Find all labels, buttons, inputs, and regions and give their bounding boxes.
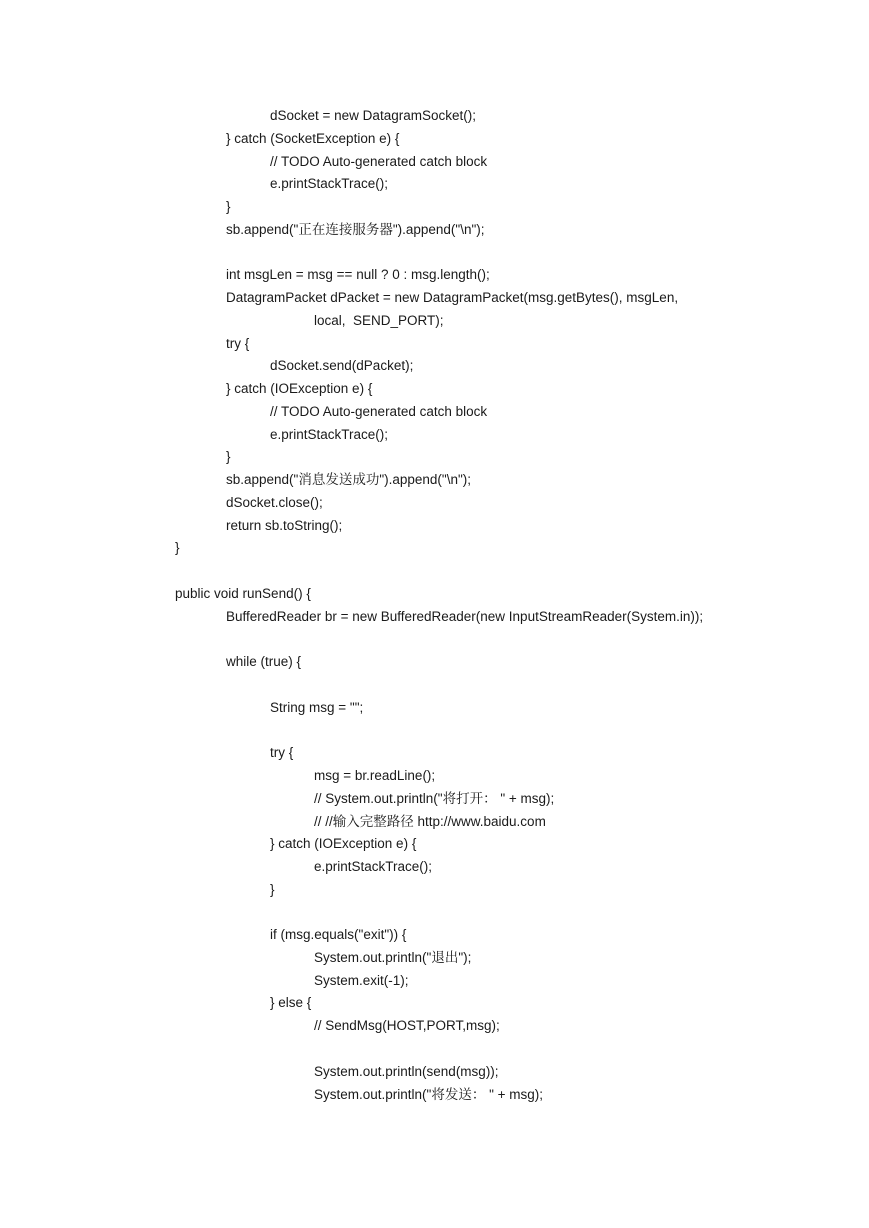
code-line: } catch (IOException e) { bbox=[226, 381, 373, 396]
code-line: } bbox=[270, 882, 275, 897]
code-line: dSocket.send(dPacket); bbox=[270, 358, 414, 373]
code-comment: // SendMsg(HOST,PORT,msg); bbox=[314, 1018, 500, 1033]
code-line: System.out.println(send(msg)); bbox=[314, 1064, 499, 1079]
code-line: try { bbox=[226, 336, 250, 351]
code-line: } bbox=[226, 199, 231, 214]
code-line: msg = br.readLine(); bbox=[314, 768, 436, 783]
code-comment: // TODO Auto-generated catch block bbox=[270, 154, 488, 169]
code-line: } bbox=[175, 540, 180, 555]
code-line: while (true) { bbox=[226, 654, 302, 669]
code-line: } catch (IOException e) { bbox=[270, 836, 417, 851]
code-line: e.printStackTrace(); bbox=[270, 427, 389, 442]
code-comment: // TODO Auto-generated catch block bbox=[270, 404, 488, 419]
code-line: try { bbox=[270, 745, 294, 760]
code-line: local, SEND_PORT); bbox=[314, 313, 444, 328]
code-line: } bbox=[226, 449, 231, 464]
code-comment: // System.out.println("将打开： " + msg); bbox=[314, 791, 555, 806]
code-line: System.out.println("退出"); bbox=[314, 950, 472, 965]
code-line: e.printStackTrace(); bbox=[314, 859, 433, 874]
code-comment: // //输入完整路径 http://www.baidu.com bbox=[314, 814, 546, 829]
code-line: DatagramPacket dPacket = new DatagramPacket(msg.getBytes(), msgLen, bbox=[226, 290, 679, 305]
code-line: } else { bbox=[270, 995, 312, 1010]
code-line: String msg = ""; bbox=[270, 700, 364, 715]
code-line: System.exit(-1); bbox=[314, 973, 409, 988]
code-line: dSocket = new DatagramSocket(); bbox=[270, 108, 476, 123]
code-line: System.out.println("将发送： " + msg); bbox=[314, 1087, 544, 1102]
code-line: BufferedReader br = new BufferedReader(new InputStreamReader(System.in)); bbox=[226, 609, 704, 624]
code-line: public void runSend() { bbox=[175, 586, 311, 601]
code-line: } catch (SocketException e) { bbox=[226, 131, 400, 146]
code-line: int msgLen = msg == null ? 0 : msg.length(); bbox=[226, 267, 490, 282]
code-line: if (msg.equals("exit")) { bbox=[270, 927, 407, 942]
code-line: sb.append("正在连接服务器").append("\n"); bbox=[226, 222, 485, 237]
code-line: dSocket.close(); bbox=[226, 495, 323, 510]
code-line: return sb.toString(); bbox=[226, 518, 343, 533]
code-line: sb.append("消息发送成功").append("\n"); bbox=[226, 472, 472, 487]
code-line: e.printStackTrace(); bbox=[270, 176, 389, 191]
